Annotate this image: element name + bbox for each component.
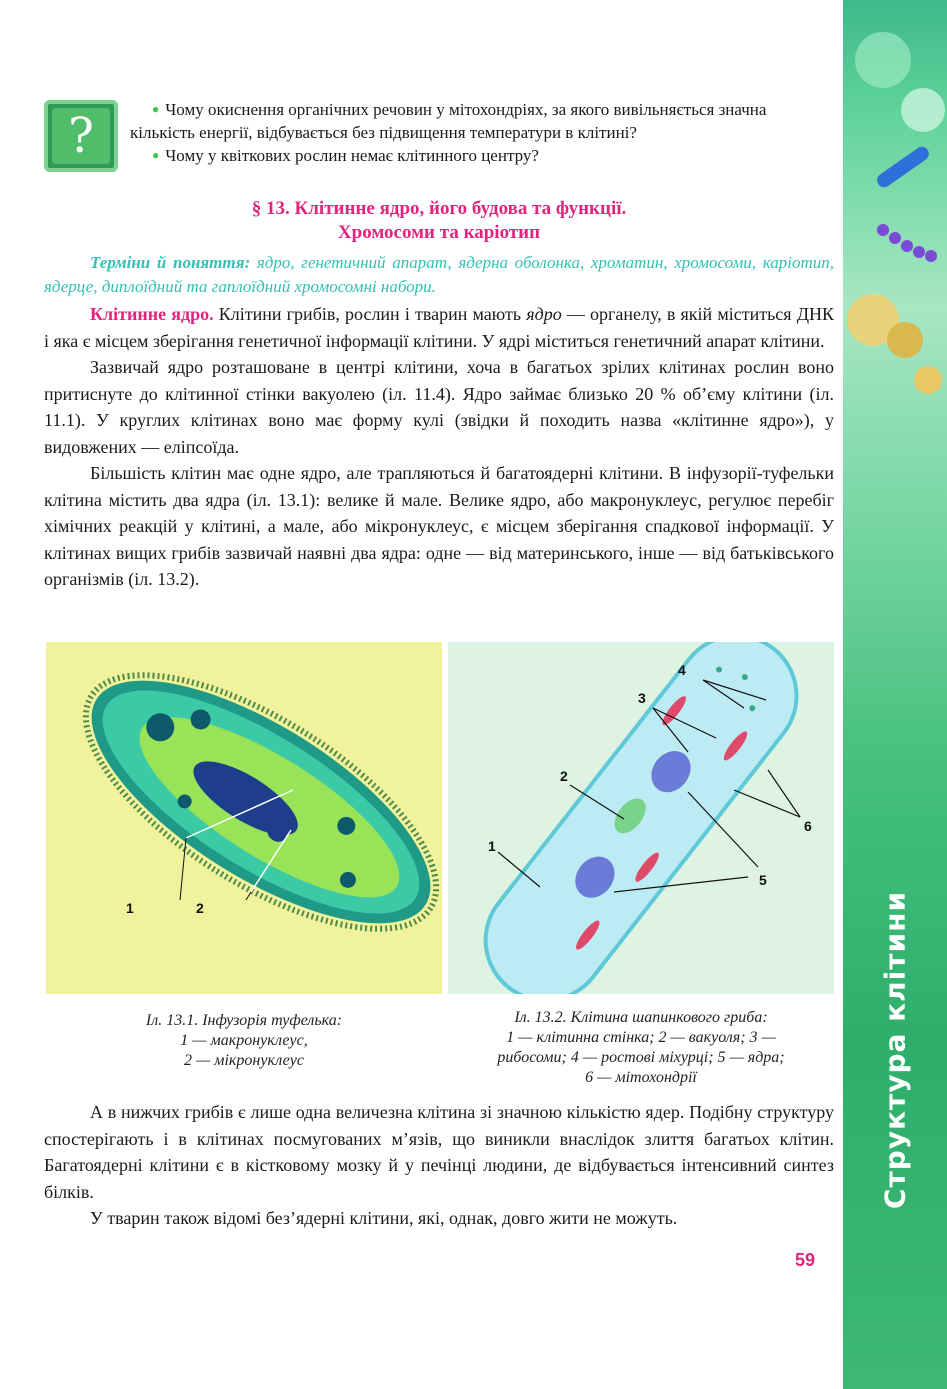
paramecium-illustration: [46, 642, 442, 994]
figure-label: 5: [759, 872, 767, 888]
body-text-top: [44, 301, 834, 593]
side-decoration-strip: [843, 0, 947, 1389]
question-item: ● Чому окиснення органічних речовин у мітохондріях, за якого вивільняється значна кількість енергії, відбувається без підвищення температури в клітині?: [130, 100, 767, 142]
page-number: 59: [795, 1250, 816, 1270]
bullet-icon: ●: [152, 102, 160, 116]
figure-label: 3: [638, 690, 646, 706]
paragraph-heading: Клітинне ядро.: [90, 304, 214, 324]
review-questions: [130, 98, 835, 167]
decorative-cells-image: [843, 0, 947, 420]
terms-label: Терміни й поняття:: [90, 253, 251, 272]
figure-label: 4: [678, 662, 686, 678]
figure-label: 2: [196, 900, 204, 916]
question-icon: ?: [44, 100, 118, 172]
question-item: ● Чому у квіткових рослин немає клітинного центру?: [152, 146, 539, 165]
figure-fungal-cell: [448, 642, 834, 994]
paragraph: Більшість клітин має одне ядро, але трапляються й багатоядерні клітини. В інфузорії-туфельки клітина містить два ядра (іл. 13.1): велике й мале. Велике ядро, або макронуклеус, регулює перебіг хімічних реакцій у клітині, а мале, або мікронуклеус, є місцем зберігання спадкової інформації. У клітинах вищих грибів зазвичай наявні два ядра: одне — від материнського, інше — від батьківського організмів (іл. 13.2).: [44, 463, 834, 589]
figure1-caption: Іл. 13.1. Інфузорія туфелька: 1 — макронуклеус, 2 — мікронуклеус: [145, 1012, 343, 1069]
chapter-title-vertical: Структура клітини: [878, 890, 912, 1210]
paragraph: У тварин також відомі без’ядерні клітини, які, однак, довго жити не можуть.: [90, 1208, 678, 1228]
paragraph: Клітинне ядро. Клітини грибів, рослин і тварин мають ядро — органелу, в якій міститься ДНК і яка є місцем зберігання генетичної інформації клітини. У ядрі міститься генетичний апарат клітини.: [44, 304, 834, 351]
paragraph: Зазвичай ядро розташоване в центрі клітини, хоча в багатьох зрілих клітинах рослин воно притиснуте до клітинної стінки вакуолею (іл. 11.4). Ядро займає близько 20 % об’єму клітини (іл. 11.1). У круглих клітинах воно має форму кулі (звідки й походить назва «клітинне ядро»), у видовжених — еліпсоїда.: [44, 357, 834, 457]
paragraph: А в нижчих грибів є лише одна величезна клітина зі значною кількістю ядер. Подібну структуру спостерігають і в клітинах посмугованих м’язів, що виникли внаслідок злиття багатьох клітин. Багатоядерні клітини є в кістковому мозку й у печінці людини, де відбувається інтенсивний синтез білків.: [44, 1102, 834, 1202]
figure-label: 1: [126, 900, 134, 916]
figure-paramecium: [46, 642, 442, 994]
figure-label: 6: [804, 818, 812, 834]
figure2-caption: Іл. 13.2. Клітина шапинкового гриба: 1 — клітинна стінка; 2 — вакуоля; 3 — рибосоми; 4 — ростові міхурці; 5 — ядра; 6 — мітохондрії: [497, 1009, 785, 1086]
body-text-bottom: [44, 1099, 834, 1232]
section-title: § 13. Клітинне ядро, його будова та функції. Хромосоми та каріотип: [251, 198, 627, 243]
figure-label: 1: [488, 838, 496, 854]
terms-and-concepts: Терміни й поняття: ядро, генетичний апарат, ядерна оболонка, хроматин, хромосоми, каріотип, ядерце, диплоїдний та гаплоїдний хромосомні набори.: [44, 253, 834, 296]
bullet-icon: ●: [152, 148, 160, 162]
figure-label: 2: [560, 768, 568, 784]
